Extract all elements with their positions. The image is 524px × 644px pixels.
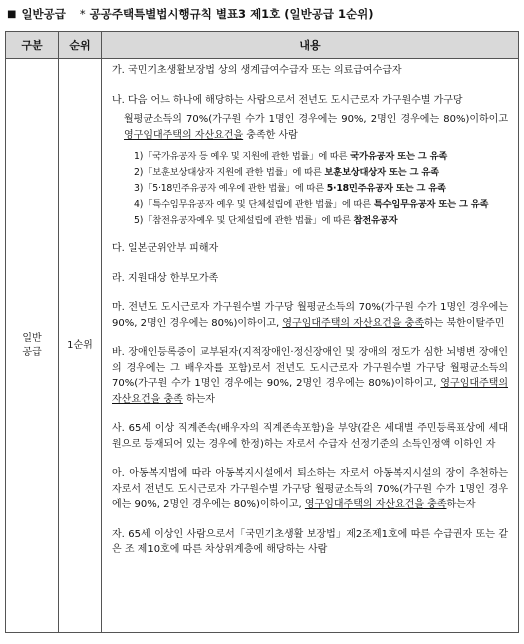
item-na: 나. 다음 어느 하나에 해당하는 사람으로서 전년도 도시근로자 가구원수별 가구당 월평균소득의 70%(가구원 수가 1명인 경우에는 90%, 2명인 경우에는 80%)이하이고 영구임대주택의 자산요건을 충족한 사람 — [112, 94, 508, 141]
table-row — [6, 59, 519, 633]
category-label: 일반 공급 — [22, 332, 42, 358]
underlined-term: 영구임대주택의 자산요건을 — [124, 129, 244, 141]
square-bullet-icon: ■ — [7, 8, 17, 20]
item-sa: 사. 65세 이상 직계존속(배우자의 직계존속포함)을 부양(같은 세대별 주민등록표상에 세대원으로 등재되어 있는 경우에 한정)하는 자로서 수급자 선정기준의 소득인정액 이하인 자 — [112, 423, 508, 450]
rank-label: 1순위 — [67, 339, 93, 351]
item-ma: 마. 전년도 도시근로자 가구원수별 가구당 월평균소득의 70%(가구원 수가 1명인 경우에는 90%, 2명인 경우에는 80%)이하이고, 영구임대주택의 자산요건을 충족하는 북한이탈주민 — [112, 302, 508, 329]
column-header-content: 내용 — [102, 32, 519, 59]
list-item: 3)「5·18민주유공자 예우에 관한 법률」에 따른 5·18민주유공자 또는 그 유족 — [134, 183, 446, 194]
underlined-term: 영구임대주택의 자산요건을 충족 — [112, 378, 508, 405]
underlined-term: 영구임대주택의 자산요건을 충족 — [304, 499, 447, 510]
item-a: 아. 아동복지법에 따라 아동복지시설에서 퇴소하는 자로서 아동복지시설의 장이 추천하는 자로서 전년도 도시근로자 가구원수별 가구당 월평균소득의 70%(가구원 수가 1명인 경우에는 90%, 2명인 경우에는 80%)이하이고, 영구임대주택의 자산요건을 충족하는자 — [112, 468, 509, 510]
list-item: 2)「보훈보상대상자 지원에 관한 법률」에 따른 보훈보상대상자 또는 그 유족 — [134, 167, 439, 178]
list-item: 4)「특수임무유공자 예우 및 단체설립에 관한 법률」에 따른 특수임무유공자 또는 그 유족 — [134, 199, 489, 210]
list-item: 1)「국가유공자 등 예우 및 지원에 관한 법률」에 따른 국가유공자 또는 그 유족 — [134, 151, 448, 162]
item-ba: 바. 장애인등록증이 교부된자(지적장애인·정신장애인 및 장애의 정도가 심한 뇌병변 장애인의 경우에는 그 배우자를 포함)로서 전년도 도시근로자 가구원수별 가구당 월평균소득의 70%(가구원 수가 1명인 경우에는 90%, 2명인 경우에는 80%)이하이고, 영구임대주택의 자산요건을 충족 하는자 — [112, 347, 508, 405]
note-mark: * — [79, 7, 86, 21]
column-header-category: 구분 — [6, 32, 59, 59]
item-ja: 자. 65세 이상인 사람으로서「국민기초생활 보장법」제2조제1호에 따른 수급권자 또는 같은 조 제10호에 따른 차상위계층에 해당하는 사람 — [112, 528, 508, 555]
underlined-term: 영구임대주택의 자산요건을 충족 — [282, 317, 424, 329]
rank-cell — [59, 59, 102, 633]
item-ga: 가. 국민기초생활보장법 상의 생계급여수급자 또는 의료급여수급자 — [112, 65, 402, 76]
list-item: 5)「참전유공자예우 및 단체설립에 관한 법률」에 따른 참전유공자 — [134, 215, 398, 226]
section-heading — [7, 4, 373, 24]
section-title: 일반공급 — [21, 7, 66, 21]
table-header-row — [6, 32, 519, 59]
item-ra: 라. 지원대상 한부모가족 — [112, 272, 219, 284]
column-header-rank: 순위 — [59, 32, 102, 59]
content-cell — [102, 59, 519, 633]
category-cell — [6, 59, 59, 633]
eligibility-table — [5, 31, 519, 633]
item-da: 다. 일본군위안부 피해자 — [112, 243, 219, 254]
merit-list — [112, 149, 508, 229]
section-note: 공공주택특별법시행규칙 별표3 제1호 (일반공급 1순위) — [89, 7, 374, 21]
